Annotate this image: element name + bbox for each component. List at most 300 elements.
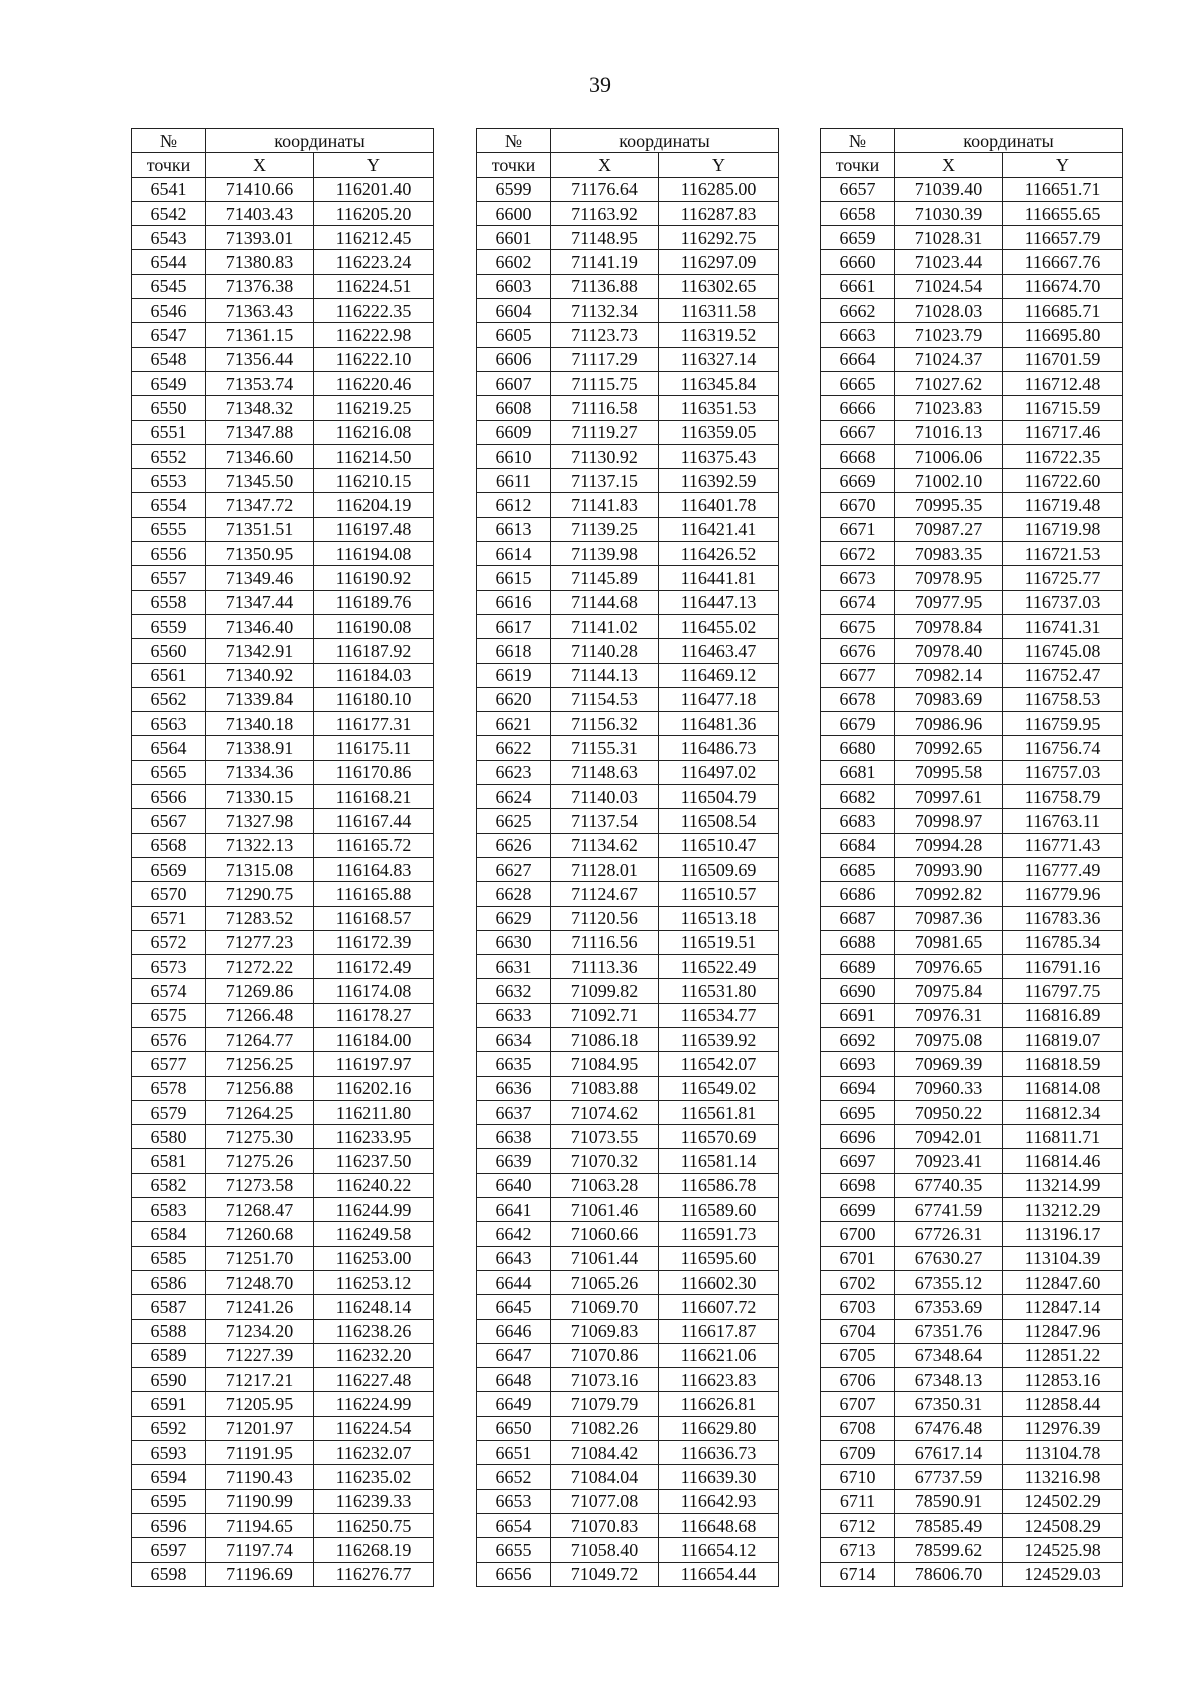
x-coordinate-cell: 71116.56 (551, 930, 659, 954)
table-row (477, 493, 779, 517)
point-number-cell: 6602 (477, 250, 551, 274)
x-coordinate-cell: 71272.22 (206, 955, 314, 979)
point-number-cell: 6667 (821, 420, 895, 444)
y-coordinate-cell: 116715.59 (1003, 396, 1123, 420)
y-coordinate-cell: 116292.75 (659, 226, 779, 250)
x-coordinate-cell: 71217.21 (206, 1368, 314, 1392)
table-row (132, 687, 434, 711)
y-coordinate-cell: 116224.51 (314, 274, 434, 298)
x-coordinate-cell: 71084.42 (551, 1441, 659, 1465)
point-number-cell: 6687 (821, 906, 895, 930)
y-coordinate-cell: 116222.10 (314, 347, 434, 371)
y-coordinate-cell: 116725.77 (1003, 566, 1123, 590)
x-coordinate-cell: 71023.79 (895, 323, 1003, 347)
y-coordinate-cell: 116636.73 (659, 1441, 779, 1465)
y-coordinate-cell: 116232.07 (314, 1441, 434, 1465)
x-coordinate-cell: 71119.27 (551, 420, 659, 444)
point-number-cell: 6558 (132, 590, 206, 614)
x-coordinate-cell: 71315.08 (206, 857, 314, 881)
table-row (821, 1416, 1123, 1440)
y-coordinate-cell: 116392.59 (659, 469, 779, 493)
point-number-cell: 6563 (132, 712, 206, 736)
point-number-cell: 6615 (477, 566, 551, 590)
x-coordinate-cell: 71348.32 (206, 396, 314, 420)
x-coordinate-cell: 71154.53 (551, 687, 659, 711)
table-row (132, 1441, 434, 1465)
x-coordinate-cell: 67476.48 (895, 1416, 1003, 1440)
y-coordinate-cell: 116549.02 (659, 1076, 779, 1100)
x-coordinate-cell: 71140.03 (551, 785, 659, 809)
point-number-cell: 6639 (477, 1149, 551, 1173)
y-coordinate-cell: 113104.39 (1003, 1246, 1123, 1270)
point-number-cell: 6634 (477, 1027, 551, 1051)
x-coordinate-cell: 71148.95 (551, 226, 659, 250)
point-number-cell: 6541 (132, 177, 206, 201)
table-row (821, 906, 1123, 930)
point-number-cell: 6665 (821, 371, 895, 395)
point-number-cell: 6561 (132, 663, 206, 687)
point-number-cell: 6647 (477, 1343, 551, 1367)
y-coordinate-cell: 112976.39 (1003, 1416, 1123, 1440)
y-coordinate-cell: 116701.59 (1003, 347, 1123, 371)
point-number-cell: 6588 (132, 1319, 206, 1343)
table-row (477, 1295, 779, 1319)
point-number-cell: 6564 (132, 736, 206, 760)
header-row (132, 129, 434, 153)
x-coordinate-cell: 71260.68 (206, 1222, 314, 1246)
point-number-cell: 6550 (132, 396, 206, 420)
y-coordinate-cell: 116426.52 (659, 542, 779, 566)
point-number-cell: 6709 (821, 1441, 895, 1465)
point-number-cell: 6612 (477, 493, 551, 517)
table-row (477, 420, 779, 444)
point-number-cell: 6578 (132, 1076, 206, 1100)
point-number-cell: 6714 (821, 1562, 895, 1586)
y-coordinate-cell: 116721.53 (1003, 542, 1123, 566)
header-point: точки (132, 153, 206, 177)
table-row (821, 371, 1123, 395)
table-row (132, 1392, 434, 1416)
y-coordinate-cell: 116589.60 (659, 1198, 779, 1222)
point-number-cell: 6650 (477, 1416, 551, 1440)
x-coordinate-cell: 71163.92 (551, 201, 659, 225)
point-number-cell: 6645 (477, 1295, 551, 1319)
x-coordinate-cell: 71356.44 (206, 347, 314, 371)
y-coordinate-cell: 116165.88 (314, 882, 434, 906)
x-coordinate-cell: 71266.48 (206, 1003, 314, 1027)
point-number-cell: 6616 (477, 590, 551, 614)
x-coordinate-cell: 67630.27 (895, 1246, 1003, 1270)
point-number-cell: 6571 (132, 906, 206, 930)
point-number-cell: 6610 (477, 444, 551, 468)
table-row (821, 1125, 1123, 1149)
x-coordinate-cell: 71350.95 (206, 542, 314, 566)
point-number-cell: 6572 (132, 930, 206, 954)
table-row (132, 250, 434, 274)
table-row (821, 1465, 1123, 1489)
table-row (477, 542, 779, 566)
table-row (477, 639, 779, 663)
x-coordinate-cell: 71060.66 (551, 1222, 659, 1246)
x-coordinate-cell: 71277.23 (206, 930, 314, 954)
point-number-cell: 6590 (132, 1368, 206, 1392)
point-number-cell: 6606 (477, 347, 551, 371)
table-row (821, 1295, 1123, 1319)
table-row (132, 882, 434, 906)
x-coordinate-cell: 71028.03 (895, 299, 1003, 323)
point-number-cell: 6544 (132, 250, 206, 274)
point-number-cell: 6549 (132, 371, 206, 395)
table-row (132, 1076, 434, 1100)
point-number-cell: 6675 (821, 614, 895, 638)
x-coordinate-cell: 70982.14 (895, 663, 1003, 687)
y-coordinate-cell: 116233.95 (314, 1125, 434, 1149)
table-row (477, 833, 779, 857)
x-coordinate-cell: 71361.15 (206, 323, 314, 347)
y-coordinate-cell: 116222.98 (314, 323, 434, 347)
x-coordinate-cell: 70986.96 (895, 712, 1003, 736)
table-row (477, 930, 779, 954)
point-number-cell: 6663 (821, 323, 895, 347)
x-coordinate-cell: 71092.71 (551, 1003, 659, 1027)
table-row (477, 663, 779, 687)
x-coordinate-cell: 71070.86 (551, 1343, 659, 1367)
y-coordinate-cell: 116519.51 (659, 930, 779, 954)
point-number-cell: 6643 (477, 1246, 551, 1270)
point-number-cell: 6653 (477, 1489, 551, 1513)
table-row (477, 736, 779, 760)
table-row (821, 712, 1123, 736)
y-coordinate-cell: 112847.14 (1003, 1295, 1123, 1319)
y-coordinate-cell: 116685.71 (1003, 299, 1123, 323)
point-number-cell: 6552 (132, 444, 206, 468)
y-coordinate-cell: 116345.84 (659, 371, 779, 395)
y-coordinate-cell: 116197.48 (314, 517, 434, 541)
header-coords: координаты (551, 129, 779, 153)
point-number-cell: 6587 (132, 1295, 206, 1319)
point-number-cell: 6573 (132, 955, 206, 979)
point-number-cell: 6618 (477, 639, 551, 663)
point-number-cell: 6659 (821, 226, 895, 250)
y-coordinate-cell: 116201.40 (314, 177, 434, 201)
x-coordinate-cell: 70987.27 (895, 517, 1003, 541)
point-number-cell: 6704 (821, 1319, 895, 1343)
y-coordinate-cell: 116741.31 (1003, 614, 1123, 638)
point-number-cell: 6565 (132, 760, 206, 784)
y-coordinate-cell: 116175.11 (314, 736, 434, 760)
point-number-cell: 6624 (477, 785, 551, 809)
table-row (477, 1076, 779, 1100)
x-coordinate-cell: 71073.16 (551, 1368, 659, 1392)
point-number-cell: 6608 (477, 396, 551, 420)
x-coordinate-cell: 71027.62 (895, 371, 1003, 395)
y-coordinate-cell: 116522.49 (659, 955, 779, 979)
header-coords: координаты (895, 129, 1123, 153)
point-number-cell: 6579 (132, 1100, 206, 1124)
point-number-cell: 6581 (132, 1149, 206, 1173)
y-coordinate-cell: 116224.54 (314, 1416, 434, 1440)
point-number-cell: 6621 (477, 712, 551, 736)
header-row (821, 129, 1123, 153)
table-row (477, 687, 779, 711)
y-coordinate-cell: 116648.68 (659, 1513, 779, 1537)
y-coordinate-cell: 116674.70 (1003, 274, 1123, 298)
table-row (477, 444, 779, 468)
x-coordinate-cell: 71268.47 (206, 1198, 314, 1222)
x-coordinate-cell: 71139.25 (551, 517, 659, 541)
y-coordinate-cell: 116447.13 (659, 590, 779, 614)
x-coordinate-cell: 71351.51 (206, 517, 314, 541)
table-row (821, 177, 1123, 201)
table-row (821, 566, 1123, 590)
y-coordinate-cell: 116211.80 (314, 1100, 434, 1124)
x-coordinate-cell: 71144.68 (551, 590, 659, 614)
table-row (821, 785, 1123, 809)
point-number-cell: 6677 (821, 663, 895, 687)
point-number-cell: 6582 (132, 1173, 206, 1197)
x-coordinate-cell: 71141.02 (551, 614, 659, 638)
table-row (821, 857, 1123, 881)
x-coordinate-cell: 71393.01 (206, 226, 314, 250)
y-coordinate-cell: 116816.89 (1003, 1003, 1123, 1027)
x-coordinate-cell: 71201.97 (206, 1416, 314, 1440)
table-row (477, 1416, 779, 1440)
y-coordinate-cell: 116220.46 (314, 371, 434, 395)
point-number-cell: 6622 (477, 736, 551, 760)
point-number-cell: 6710 (821, 1465, 895, 1489)
y-coordinate-cell: 116531.80 (659, 979, 779, 1003)
point-number-cell: 6623 (477, 760, 551, 784)
x-coordinate-cell: 71065.26 (551, 1270, 659, 1294)
table-row (132, 177, 434, 201)
x-coordinate-cell: 71205.95 (206, 1392, 314, 1416)
table-row (821, 1392, 1123, 1416)
point-number-cell: 6640 (477, 1173, 551, 1197)
point-number-cell: 6577 (132, 1052, 206, 1076)
point-number-cell: 6614 (477, 542, 551, 566)
y-coordinate-cell: 116477.18 (659, 687, 779, 711)
point-number-cell: 6698 (821, 1173, 895, 1197)
point-number-cell: 6682 (821, 785, 895, 809)
y-coordinate-cell: 116219.25 (314, 396, 434, 420)
x-coordinate-cell: 70995.35 (895, 493, 1003, 517)
y-coordinate-cell: 116227.48 (314, 1368, 434, 1392)
point-number-cell: 6603 (477, 274, 551, 298)
point-number-cell: 6619 (477, 663, 551, 687)
x-coordinate-cell: 67617.14 (895, 1441, 1003, 1465)
point-number-cell: 6604 (477, 299, 551, 323)
point-number-cell: 6598 (132, 1562, 206, 1586)
y-coordinate-cell: 124529.03 (1003, 1562, 1123, 1586)
y-coordinate-cell: 116244.99 (314, 1198, 434, 1222)
y-coordinate-cell: 116216.08 (314, 420, 434, 444)
x-coordinate-cell: 71139.98 (551, 542, 659, 566)
y-coordinate-cell: 116497.02 (659, 760, 779, 784)
x-coordinate-cell: 70969.39 (895, 1052, 1003, 1076)
table-row (821, 687, 1123, 711)
x-coordinate-cell: 70975.84 (895, 979, 1003, 1003)
point-number-cell: 6670 (821, 493, 895, 517)
table-row (821, 809, 1123, 833)
x-coordinate-cell: 71196.69 (206, 1562, 314, 1586)
x-coordinate-cell: 71006.06 (895, 444, 1003, 468)
x-coordinate-cell: 70993.90 (895, 857, 1003, 881)
x-coordinate-cell: 71194.65 (206, 1513, 314, 1537)
table-row (477, 1052, 779, 1076)
y-coordinate-cell: 116510.57 (659, 882, 779, 906)
x-coordinate-cell: 67350.31 (895, 1392, 1003, 1416)
table-row (132, 1198, 434, 1222)
point-number-cell: 6655 (477, 1538, 551, 1562)
y-coordinate-cell: 116655.65 (1003, 201, 1123, 225)
y-coordinate-cell: 113214.99 (1003, 1173, 1123, 1197)
point-number-cell: 6609 (477, 420, 551, 444)
x-coordinate-cell: 71134.62 (551, 833, 659, 857)
table-row (132, 420, 434, 444)
table-row (132, 1246, 434, 1270)
header-row (477, 129, 779, 153)
table-row (477, 906, 779, 930)
point-number-cell: 6713 (821, 1538, 895, 1562)
table-row (132, 347, 434, 371)
point-number-cell: 6559 (132, 614, 206, 638)
table-row (821, 201, 1123, 225)
y-coordinate-cell: 116253.12 (314, 1270, 434, 1294)
point-number-cell: 6548 (132, 347, 206, 371)
table-row (132, 590, 434, 614)
point-number-cell: 6674 (821, 590, 895, 614)
point-number-cell: 6542 (132, 201, 206, 225)
x-coordinate-cell: 71132.34 (551, 299, 659, 323)
point-number-cell: 6697 (821, 1149, 895, 1173)
point-number-cell: 6546 (132, 299, 206, 323)
point-number-cell: 6652 (477, 1465, 551, 1489)
y-coordinate-cell: 116814.46 (1003, 1149, 1123, 1173)
table-row (132, 614, 434, 638)
x-coordinate-cell: 71264.25 (206, 1100, 314, 1124)
point-number-cell: 6661 (821, 274, 895, 298)
point-number-cell: 6629 (477, 906, 551, 930)
point-number-cell: 6654 (477, 1513, 551, 1537)
y-coordinate-cell: 116570.69 (659, 1125, 779, 1149)
y-coordinate-cell: 116239.33 (314, 1489, 434, 1513)
table-row (477, 1027, 779, 1051)
table-row (132, 1173, 434, 1197)
x-coordinate-cell: 71353.74 (206, 371, 314, 395)
y-coordinate-cell: 116235.02 (314, 1465, 434, 1489)
point-number-cell: 6672 (821, 542, 895, 566)
y-coordinate-cell: 116164.83 (314, 857, 434, 881)
x-coordinate-cell: 71241.26 (206, 1295, 314, 1319)
table-row (132, 1295, 434, 1319)
x-coordinate-cell: 71330.15 (206, 785, 314, 809)
table-row (477, 1173, 779, 1197)
x-coordinate-cell: 71124.67 (551, 882, 659, 906)
point-number-cell: 6708 (821, 1416, 895, 1440)
x-coordinate-cell: 70998.97 (895, 809, 1003, 833)
point-number-cell: 6679 (821, 712, 895, 736)
x-coordinate-cell: 67737.59 (895, 1465, 1003, 1489)
x-coordinate-cell: 71073.55 (551, 1125, 659, 1149)
x-coordinate-cell: 71376.38 (206, 274, 314, 298)
point-number-cell: 6684 (821, 833, 895, 857)
point-number-cell: 6656 (477, 1562, 551, 1586)
point-number-cell: 6690 (821, 979, 895, 1003)
table-row (821, 760, 1123, 784)
y-coordinate-cell: 116745.08 (1003, 639, 1123, 663)
table-row (477, 274, 779, 298)
table-row (132, 1416, 434, 1440)
table-row (821, 1003, 1123, 1027)
y-coordinate-cell: 124502.29 (1003, 1489, 1123, 1513)
table-row (821, 323, 1123, 347)
y-coordinate-cell: 116758.53 (1003, 687, 1123, 711)
y-coordinate-cell: 116189.76 (314, 590, 434, 614)
point-number-cell: 6660 (821, 250, 895, 274)
header-row (477, 153, 779, 177)
y-coordinate-cell: 116184.03 (314, 663, 434, 687)
x-coordinate-cell: 71234.20 (206, 1319, 314, 1343)
x-coordinate-cell: 70978.95 (895, 566, 1003, 590)
point-number-cell: 6601 (477, 226, 551, 250)
y-coordinate-cell: 116276.77 (314, 1562, 434, 1586)
x-coordinate-cell: 78599.62 (895, 1538, 1003, 1562)
x-coordinate-cell: 71190.43 (206, 1465, 314, 1489)
point-number-cell: 6699 (821, 1198, 895, 1222)
y-coordinate-cell: 116785.34 (1003, 930, 1123, 954)
table-row (132, 736, 434, 760)
y-coordinate-cell: 116771.43 (1003, 833, 1123, 857)
x-coordinate-cell: 70976.65 (895, 955, 1003, 979)
header-y: Y (1003, 153, 1123, 177)
point-number-cell: 6706 (821, 1368, 895, 1392)
x-coordinate-cell: 70923.41 (895, 1149, 1003, 1173)
table-row (821, 250, 1123, 274)
point-number-cell: 6611 (477, 469, 551, 493)
x-coordinate-cell: 71069.70 (551, 1295, 659, 1319)
x-coordinate-cell: 71327.98 (206, 809, 314, 833)
table-row (821, 1513, 1123, 1537)
y-coordinate-cell: 124508.29 (1003, 1513, 1123, 1537)
point-number-cell: 6707 (821, 1392, 895, 1416)
point-number-cell: 6575 (132, 1003, 206, 1027)
table-row (477, 1441, 779, 1465)
y-coordinate-cell: 116623.83 (659, 1368, 779, 1392)
table-row (132, 371, 434, 395)
y-coordinate-cell: 116180.10 (314, 687, 434, 711)
point-number-cell: 6644 (477, 1270, 551, 1294)
y-coordinate-cell: 116287.83 (659, 201, 779, 225)
point-number-cell: 6567 (132, 809, 206, 833)
x-coordinate-cell: 70976.31 (895, 1003, 1003, 1027)
point-number-cell: 6688 (821, 930, 895, 954)
table-row (132, 906, 434, 930)
table-row (477, 712, 779, 736)
table-row (821, 1052, 1123, 1076)
x-coordinate-cell: 70978.40 (895, 639, 1003, 663)
table-row (477, 469, 779, 493)
y-coordinate-cell: 116737.03 (1003, 590, 1123, 614)
y-coordinate-cell: 116204.19 (314, 493, 434, 517)
table-row (821, 469, 1123, 493)
table-row (477, 614, 779, 638)
y-coordinate-cell: 116327.14 (659, 347, 779, 371)
x-coordinate-cell: 71082.26 (551, 1416, 659, 1440)
header-no: № (821, 129, 895, 153)
table-row (132, 1368, 434, 1392)
y-coordinate-cell: 116223.24 (314, 250, 434, 274)
table-row (821, 1246, 1123, 1270)
